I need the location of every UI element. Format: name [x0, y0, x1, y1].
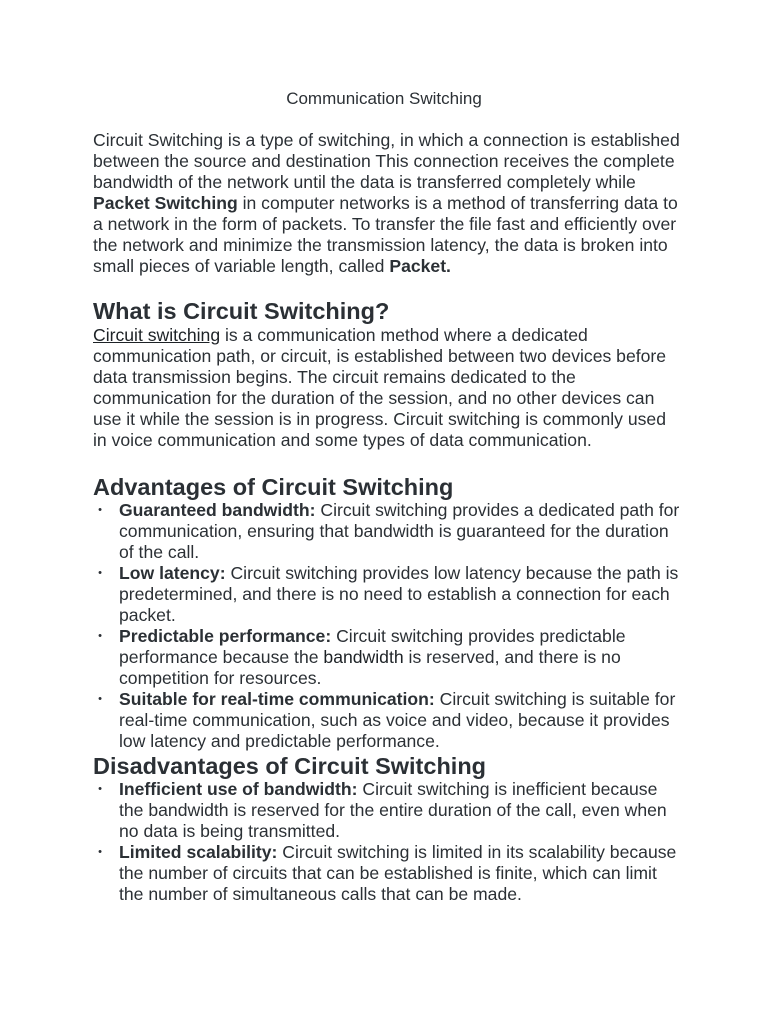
- packet-switching-term: Packet Switching: [93, 193, 238, 213]
- packet-term: Packet.: [389, 256, 451, 276]
- disadvantages-heading: Disadvantages of Circuit Switching: [93, 753, 487, 779]
- list-item: [93, 563, 683, 626]
- item-text: Circuit switching provides low latency because the path is predetermined, and there is no need to establish a connection for each packet.: [119, 563, 679, 625]
- bullet-icon: •: [98, 846, 102, 858]
- intro-text-1: Circuit Switching is a type of switching, in which a connection is established between the source and destination This connection receives the complete bandwidth of the network until the data is transferred completely while: [93, 130, 680, 192]
- item-label: Suitable for real-time communication:: [119, 689, 435, 709]
- item-label: Limited scalability:: [119, 842, 278, 862]
- document-title: Communication Switching: [286, 89, 482, 108]
- bullet-icon: •: [98, 693, 102, 705]
- list-item: [93, 626, 683, 689]
- bullet-icon: •: [98, 567, 102, 579]
- circuit-switching-link[interactable]: Circuit switching: [93, 325, 221, 345]
- item-label: Guaranteed bandwidth:: [119, 500, 316, 520]
- list-item: [93, 689, 683, 752]
- what-is-heading: What is Circuit Switching?: [93, 298, 390, 324]
- item-text: Circuit switching is suitable for real-time communication, such as voice and video, because it provides low latency and predictable performance.: [119, 689, 676, 751]
- item-text: Circuit switching is inefficient because the bandwidth is reserved for the entire duration of the call, even when no data is being transmitted.: [119, 779, 667, 841]
- item-label: Low latency:: [119, 563, 226, 583]
- advantages-heading: Advantages of Circuit Switching: [93, 474, 454, 500]
- item-text: Circuit switching is limited in its scalability because the number of circuits that can be established is finite, which can limit the number of simultaneous calls that can be made.: [119, 842, 677, 904]
- disadvantages-list: [93, 779, 683, 905]
- what-is-text: is a communication method where a dedicated communication path, or circuit, is established between two devices before data transmission begins. The circuit remains dedicated to the communication for the duration of the session, and no other devices can use it while the session is in progress. Circuit switching is commonly used in voice communication and some types of data communication.: [93, 325, 667, 450]
- bullet-icon: •: [98, 504, 102, 516]
- list-item: [93, 842, 683, 905]
- what-is-paragraph: [93, 325, 683, 451]
- advantages-list: [93, 500, 683, 752]
- intro-paragraph: [93, 130, 683, 277]
- item-label: Predictable performance:: [119, 626, 332, 646]
- intro-text-2: in computer networks is a method of transferring data to a network in the form of packets. To transfer the file fast and efficiently over the network and minimize the transmission latency, the data is broken into small pieces of variable length, called: [93, 193, 678, 276]
- item-label: Inefficient use of bandwidth:: [119, 779, 358, 799]
- list-item: [93, 779, 683, 842]
- item-text-continued: is reserved, and there is no competition for resources.: [119, 647, 621, 688]
- list-item: [93, 500, 683, 563]
- bullet-icon: •: [98, 783, 102, 795]
- item-text: Circuit switching provides a dedicated path for communication, ensuring that bandwidth is guaranteed for the duration of the call.: [119, 500, 680, 562]
- bullet-icon: •: [98, 630, 102, 642]
- item-text: Circuit switching provides predictable performance because the: [119, 626, 626, 667]
- bandwidth-term: bandwidth: [323, 647, 404, 667]
